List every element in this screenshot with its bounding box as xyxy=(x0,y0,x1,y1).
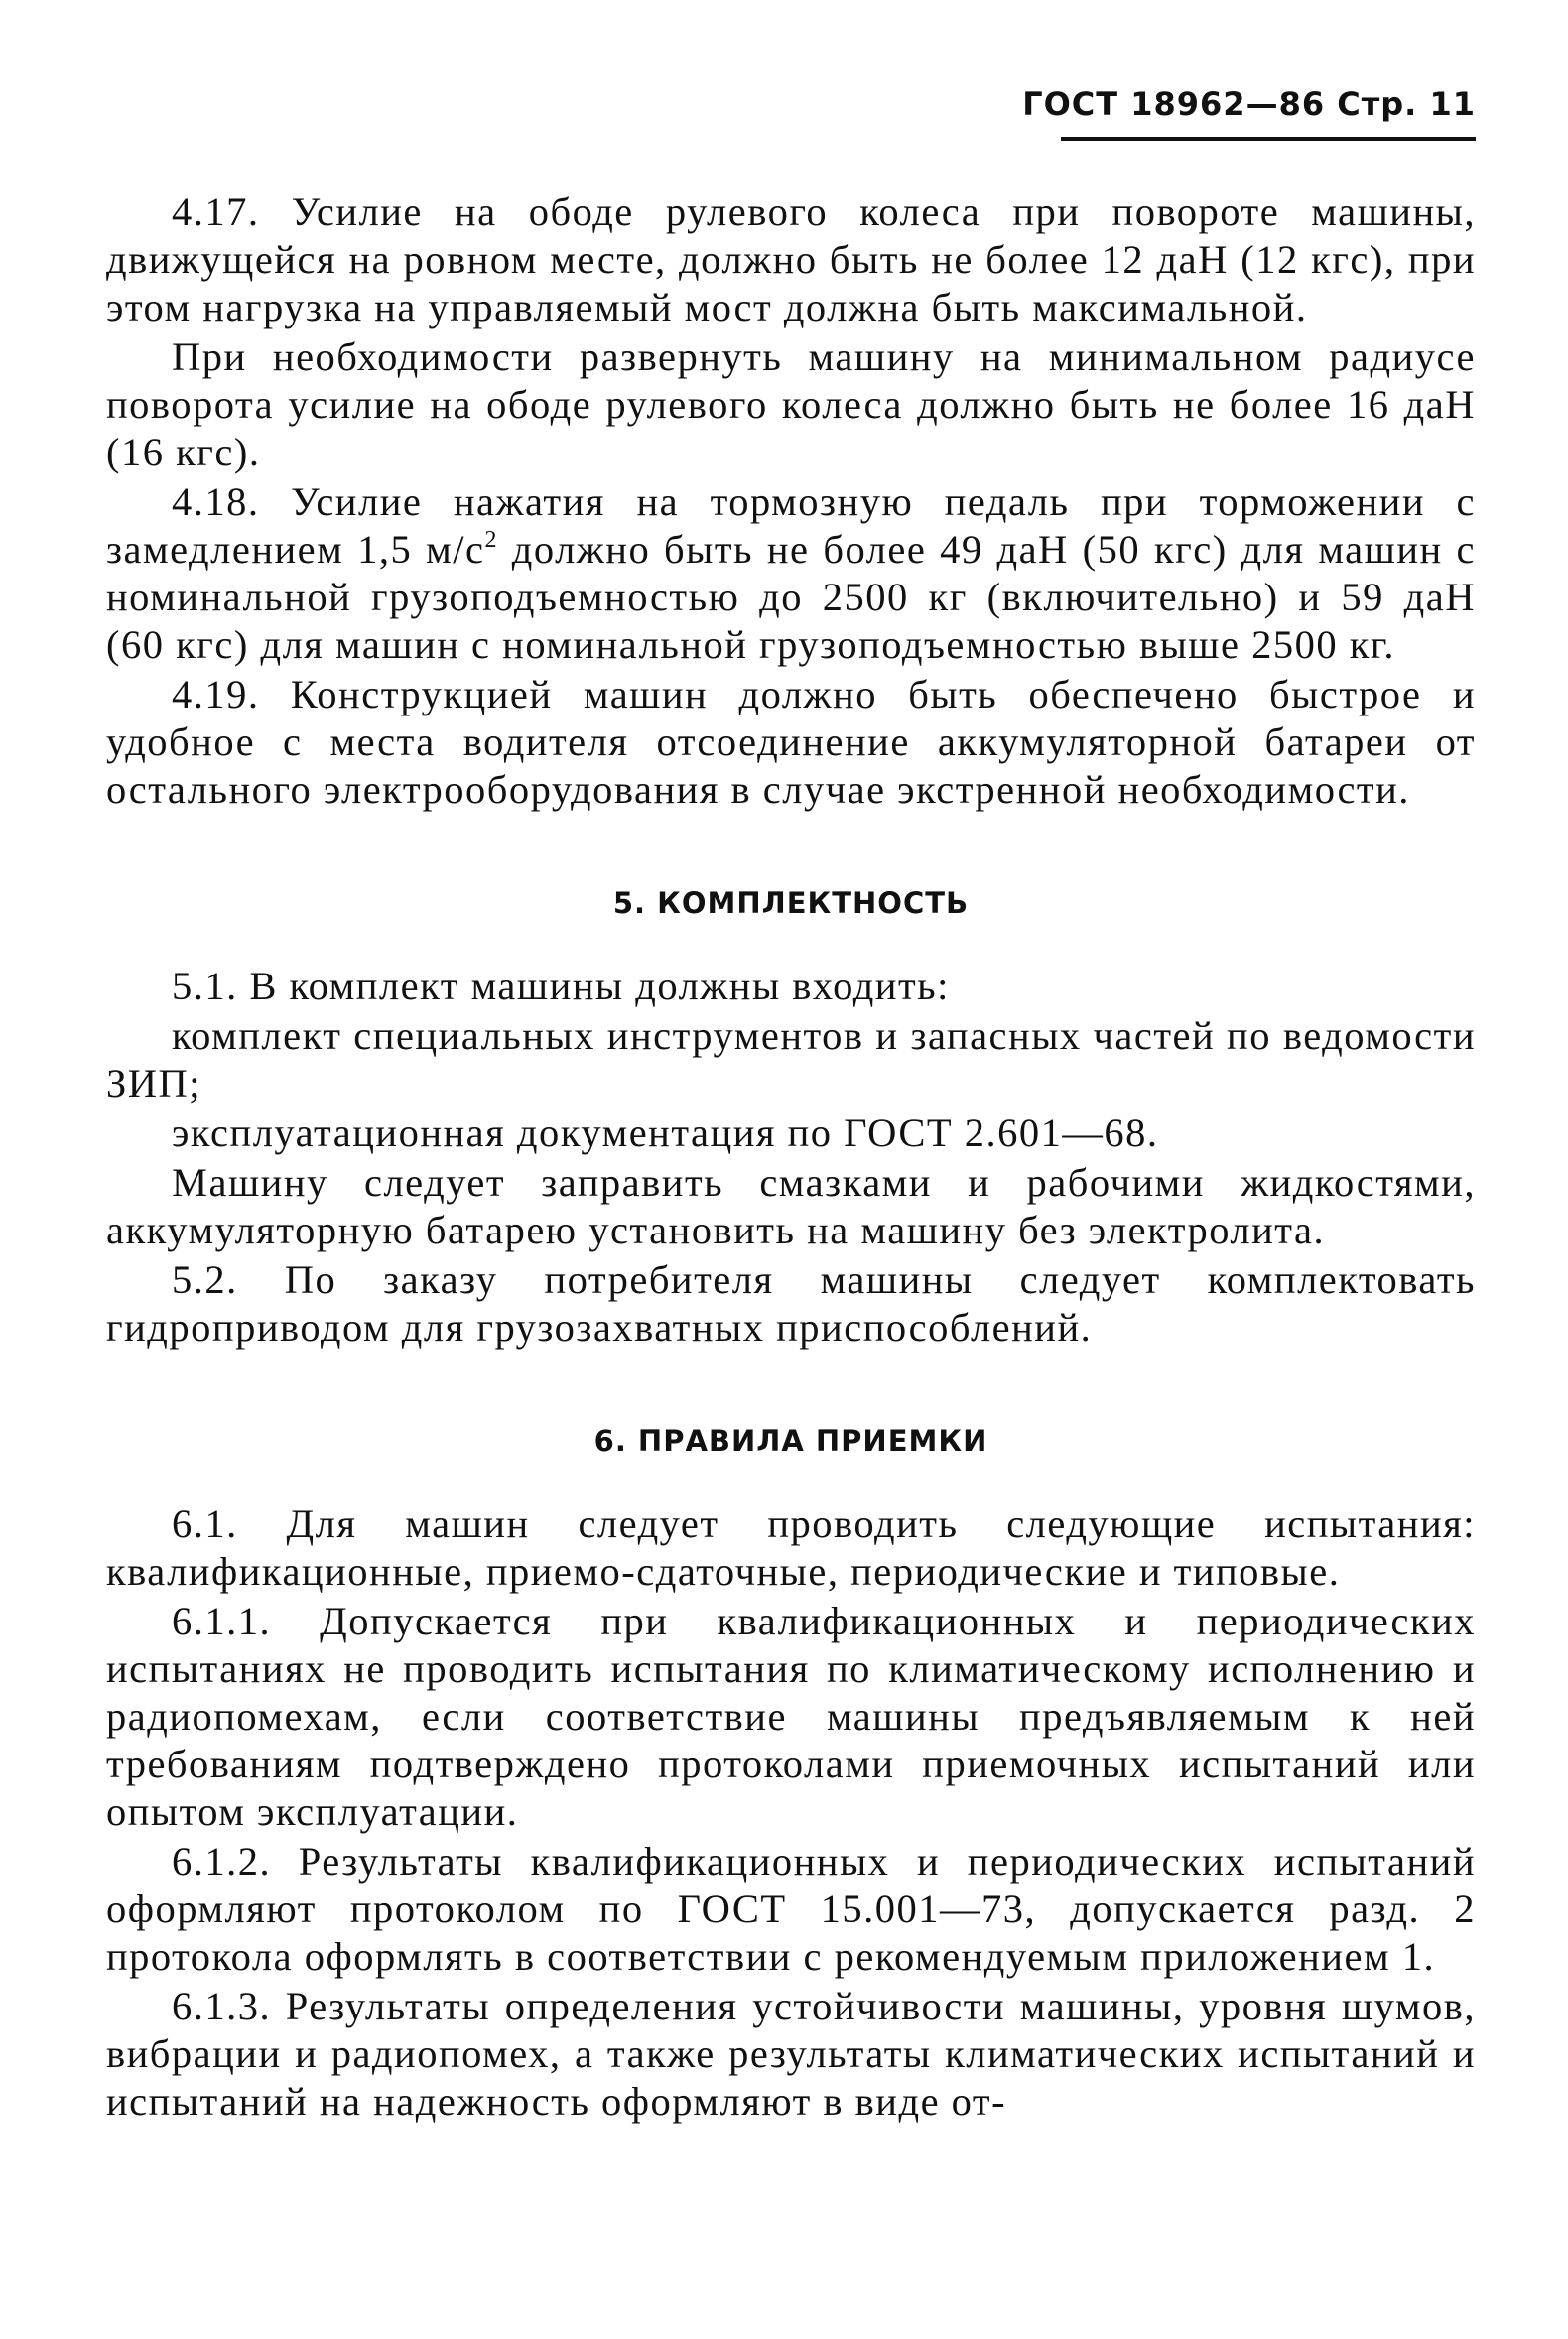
paragraph-6-1: 6.1. Для машин следует проводить следующие испытания: квалификационные, приемо-сдаточные, периодические и типовые. xyxy=(106,1501,1476,1594)
document-page xyxy=(106,0,1476,2339)
paragraph-4-19: 4.19. Конструкцией машин должно быть обеспечено быстрое и удобное с места водителя отсоединение аккумуляторной батареи от остального электрооборудования в случае экстренной необходимости. xyxy=(106,672,1476,812)
superscript-2: 2 xyxy=(484,527,498,553)
header-rule xyxy=(1061,137,1476,141)
running-header: ГОСТ 18962—86 Стр. 11 xyxy=(1022,85,1476,123)
paragraph-6-1-3: 6.1.3. Результаты определения устойчивости машины, уровня шумов, вибрации и радиопомех, а также результаты климатических испытаний и испытаний на надежность оформляют в виде от- xyxy=(106,1984,1476,2124)
paragraph-4-17: 4.17. Усилие на ободе рулевого колеса при повороте машины, движущейся на ровном месте, должно быть не более 12 даН (12 кгс), при этом нагрузка на управляемый мост должна быть максимальной. xyxy=(106,190,1476,329)
document-body xyxy=(106,189,1476,2128)
section-heading-6: 6. ПРАВИЛА ПРИЕМКИ xyxy=(593,1424,988,1458)
paragraph-5-1-item-b: эксплуатационная документация по ГОСТ 2.601—68. xyxy=(172,1110,1159,1155)
paragraph-5-1: 5.1. В комплект машины должны входить: xyxy=(172,964,950,1008)
paragraph-4-18-end: должно быть не более 49 даН (50 кгс) для машин с номинальной грузоподъемностью до 2500 кг (включительно) и 59 даН (60 кгс) для машин с номинальной грузоподъемностью выше 2500 кг. xyxy=(106,527,1476,667)
paragraph-6-1-2: 6.1.2. Результаты квалификационных и периодических испытаний оформляют протоколом по ГОСТ 15.001—73, допускается разд. 2 протокола оформлять в соответствии с рекомендуемым приложением 1. xyxy=(106,1839,1476,1979)
section-heading-5: 5. КОМПЛЕКТНОСТЬ xyxy=(612,886,970,920)
paragraph-4-18-start: 4.18. Усилие нажатия на тормозную педаль при торможении с замедлением 1,5 м/с xyxy=(106,479,1476,572)
paragraph-5-2: 5.2. По заказу потребителя машины следует комплектовать гидроприводом для грузозахватных приспособлений. xyxy=(106,1257,1476,1350)
paragraph-5-1-note: Машину следует заправить смазками и рабочими жидкостями, аккумуляторную батарею установить на машину без электролита. xyxy=(106,1160,1476,1252)
paragraph-5-1-item-a: комплект специальных инструментов и запасных частей по ведомости ЗИП; xyxy=(106,1013,1476,1105)
paragraph-4-18 xyxy=(106,478,1476,669)
paragraph-4-17-continued: При необходимости развернуть машину на минимальном радиусе поворота усилие на ободе рулевого колеса должно быть не более 16 даН (16 кгс). xyxy=(106,334,1476,474)
paragraph-6-1-1: 6.1.1. Допускается при квалификационных и периодических испытаниях не проводить испытания по климатическому исполнению и радиопомехам, если соответствие машины предъявляемым к ней требованиям подтверждено протоколами приемочных испытаний или опытом эксплуатации. xyxy=(106,1599,1476,1834)
